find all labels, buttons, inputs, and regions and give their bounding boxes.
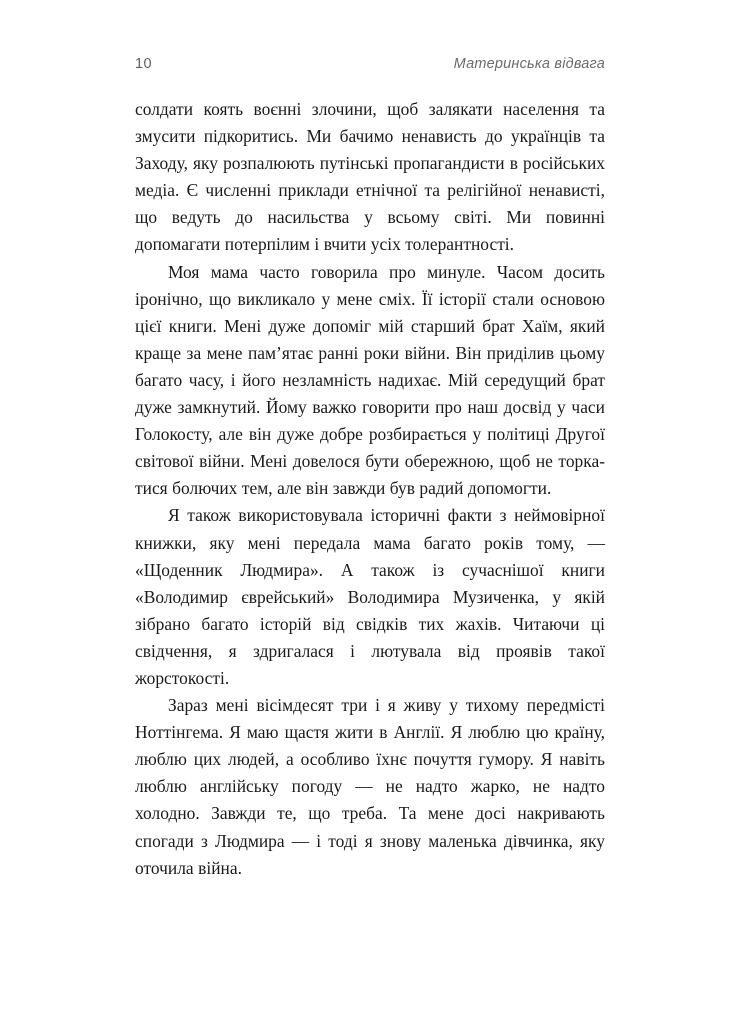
page-number: 10 [135, 56, 152, 72]
running-title: Материнська відвага [453, 56, 605, 72]
body-text-block [135, 96, 605, 882]
running-head [135, 52, 605, 76]
paragraph: Моя мама часто говорила про минуле. Часом досить іронічно, що викликало у мене сміх. Її історії стали основою цієї книги. Мені дуже допоміг мій старший брат Хаїм, який краще за мене пам’ятає ранні роки війни. Він приділив цьому багато часу, і його незламність надихає. Мій середущий брат дуже замкнутий. Йому важко говорити про наш досвід у часи Голокосту, але він дуже добре розбирається у політиці Другої світової війни. Мені довелося бути обережною, щоб не торкатися болючих тем, але він завжди був радий допомогти. [135, 261, 605, 499]
paragraph: Я також використовувала історичні факти з неймовірної книжки, яку мені передала мама багато років тому, — «Щоденник Людмира». А також із сучаснішої книги «Володимир єврейський» Володимира Музиченка, у якій зібрано багато історій від свідків тих жахів. Читаючи ці свідчення, я здригалася і лютувала від проявів такої жорстокості. [135, 505, 605, 688]
paragraph: Зараз мені вісімдесят три і я живу у тихому передмісті Ноттінгема. Я маю щастя жити в Англії. Я люблю цю країну, люблю цих людей, а особливо їхнє почуття гумору. Я навіть люблю англійську погоду — не надто жарко, не надто холодно. Завжди те, що треба. Та мене досі накривають спогади з Людмира — і тоді я знову маленька дівчинка, яку оточила війна. [135, 695, 605, 878]
paragraph: солдати коять воєнні злочини, щоб залякати населення та змусити підкоритись. Ми бачимо ненависть до українців та Заходу, яку розпалюють путінські пропагандисти в російських медіа. Є численні приклади етнічної та релігійної ненависті, що ведуть до насильства у всьому світі. Ми повинні допомагати потерпілим і вчити усіх толерантності. [135, 99, 605, 255]
